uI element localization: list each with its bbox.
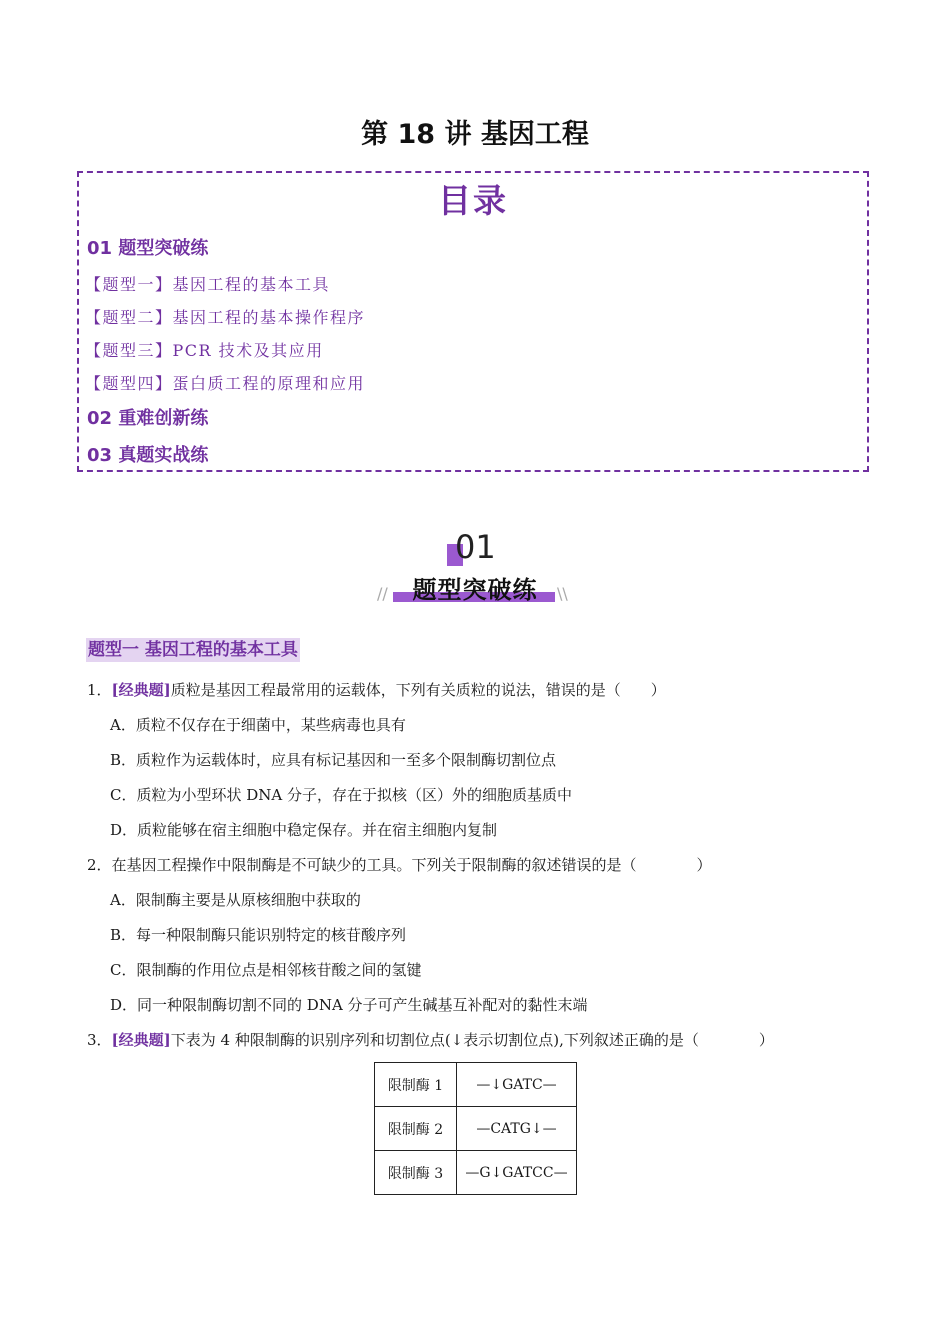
question-type-title: 题型一 基因工程的基本工具 [88, 640, 298, 660]
enzyme-name: 限制酶 1 [375, 1063, 457, 1107]
question-number: 1． [87, 681, 112, 699]
enzyme-name: 限制酶 2 [375, 1107, 457, 1151]
toc-item-1[interactable]: 【题型一】基因工程的基本工具 [85, 275, 331, 294]
question-2-option-d: D．同一种限制酶切割不同的 DNA 分子可产生碱基互补配对的黏性末端 [110, 996, 588, 1014]
section-badge [375, 528, 575, 612]
question-tag: [经典题] [111, 1031, 171, 1049]
toc-item-2[interactable]: 【题型二】基因工程的基本操作程序 [85, 308, 366, 327]
table-row [375, 1063, 577, 1107]
question-2-option-c: C．限制酶的作用位点是相邻核苷酸之间的氢键 [110, 961, 422, 979]
enzyme-sequence: —G↓GATCC— [457, 1151, 577, 1195]
question-1-option-c: C．质粒为小型环状 DNA 分子，存在于拟核（区）外的细胞质基质中 [110, 786, 572, 804]
toc-section-1[interactable]: 01 题型突破练 [87, 238, 209, 259]
enzyme-sequence: —↓GATC— [457, 1063, 577, 1107]
question-stem: 下表为 4 种限制酶的识别序列和切割位点(↓表示切割位点),下列叙述正确的是（ ） [170, 1031, 774, 1049]
badge-title: 题型突破练 [412, 576, 538, 604]
table-row [375, 1107, 577, 1151]
badge-right-mark: \\ [557, 584, 568, 603]
page-title: 第 18 讲 基因工程 [361, 119, 589, 150]
toc-section-3[interactable]: 03 真题实战练 [87, 445, 209, 466]
question-2 [87, 854, 712, 875]
question-1 [87, 679, 666, 700]
toc-item-3[interactable]: 【题型三】PCR 技术及其应用 [85, 341, 324, 360]
question-stem: 质粒是基因工程最常用的运载体，下列有关质粒的说法，错误的是（ ） [170, 681, 666, 699]
question-stem: 在基因工程操作中限制酶是不可缺少的工具。下列关于限制酶的叙述错误的是（ ） [111, 856, 712, 874]
question-1-option-b: B．质粒作为运载体时，应具有标记基因和一至多个限制酶切割位点 [110, 751, 557, 769]
toc-section-2[interactable]: 02 重难创新练 [87, 408, 209, 429]
toc-item-4[interactable]: 【题型四】蛋白质工程的原理和应用 [85, 374, 366, 393]
table-of-contents [77, 171, 869, 472]
question-2-option-b: B．每一种限制酶只能识别特定的核苷酸序列 [110, 926, 407, 944]
badge-number: 01 [455, 528, 496, 566]
badge-left-mark: // [377, 584, 388, 603]
question-3 [87, 1029, 774, 1050]
question-1-option-d: D．质粒能够在宿主细胞中稳定保存。并在宿主细胞内复制 [110, 821, 498, 839]
question-number: 3． [87, 1031, 112, 1049]
question-number: 2． [87, 856, 112, 874]
question-tag: [经典题] [111, 681, 171, 699]
table-row [375, 1151, 577, 1195]
question-2-option-a: A．限制酶主要是从原核细胞中获取的 [110, 891, 361, 909]
enzyme-table [374, 1062, 577, 1195]
question-1-option-a: A．质粒不仅存在于细菌中，某些病毒也具有 [110, 716, 406, 734]
toc-heading: 目录 [438, 181, 508, 220]
enzyme-name: 限制酶 3 [375, 1151, 457, 1195]
enzyme-sequence: —CATG↓— [457, 1107, 577, 1151]
